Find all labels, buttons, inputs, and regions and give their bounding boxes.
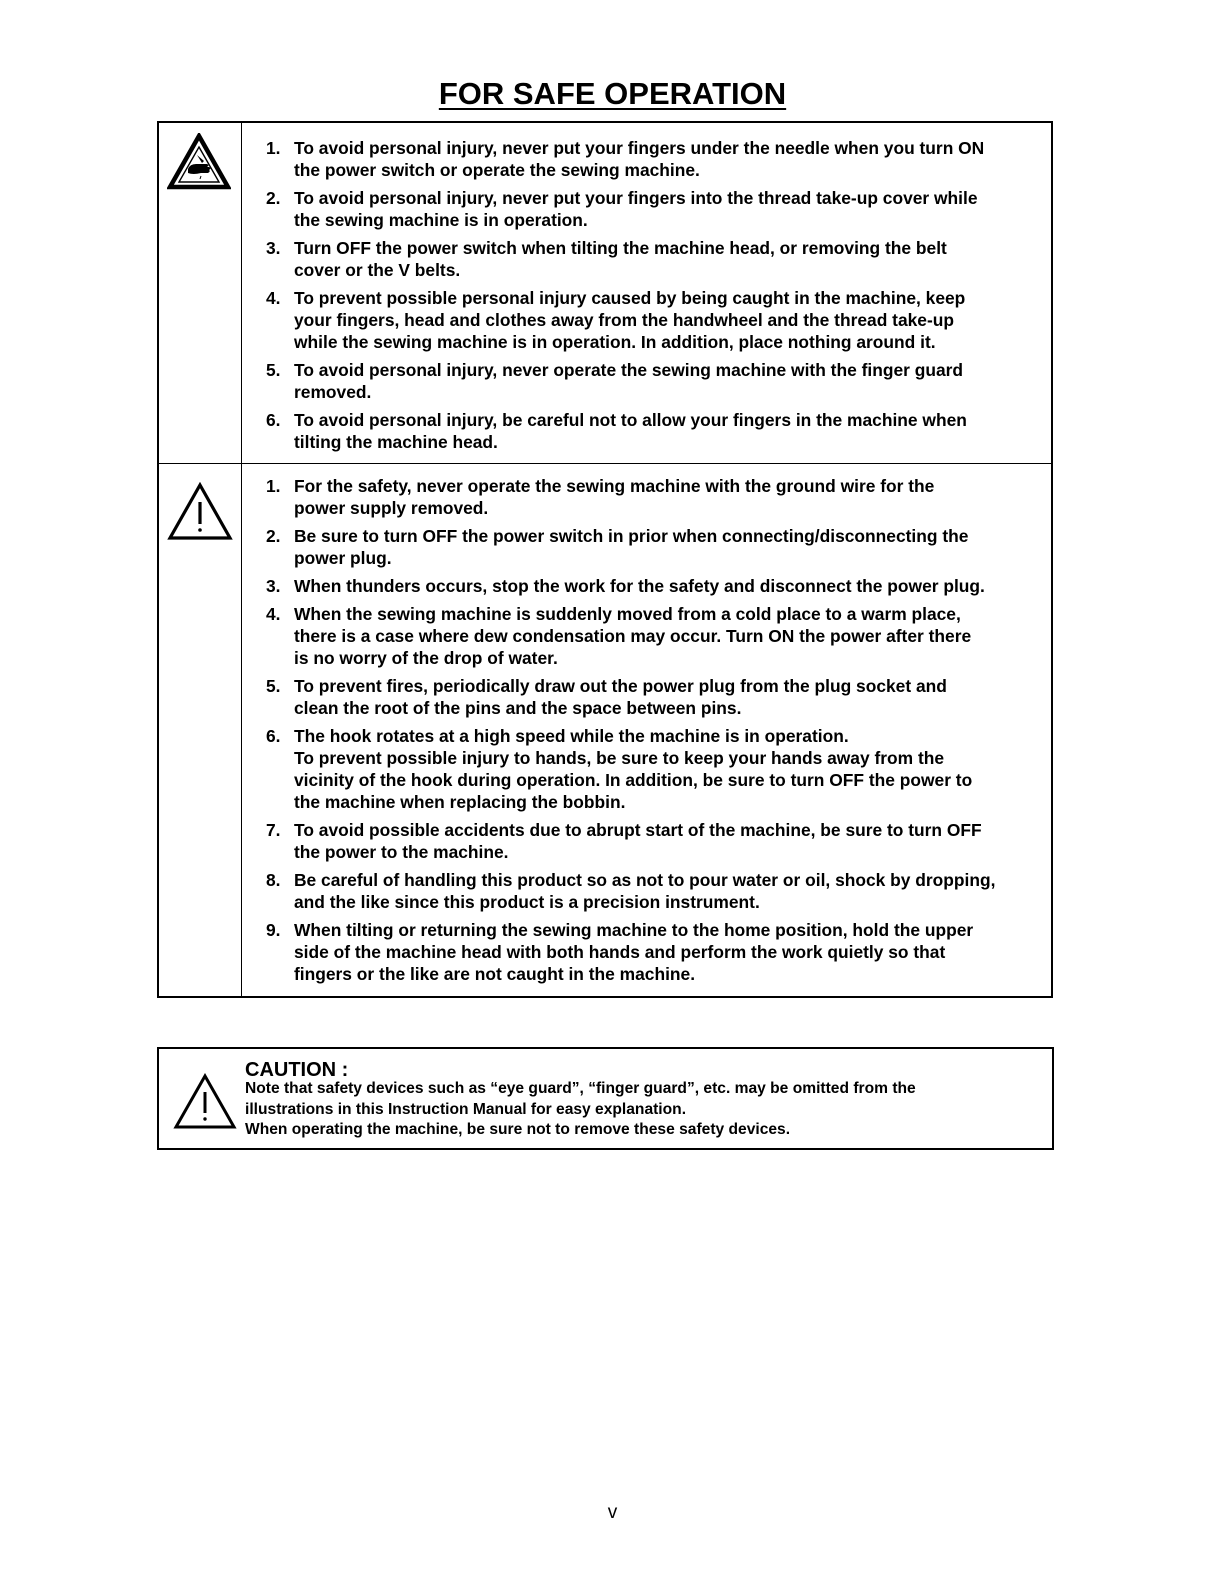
exclamation-warning-icon xyxy=(173,1073,237,1131)
caution-text: Note that safety devices such as “eye guard”, “finger guard”, etc. may be omitted from the illustrations in this Instruction Manual for easy explanation. When operating the machine, be sure not to remove these safety devices. xyxy=(245,1080,916,1139)
caution-box xyxy=(157,1047,1054,1150)
list-item: 9. When tilting or returning the sewing machine to the home position, hold the upper side of the machine head with both hands and perform the work quietly so that fingers or the like are not caught in the machine. xyxy=(266,919,1051,985)
list-item-text: Be careful of handling this product so as not to pour water or oil, shock by dropping, and the like since this product is a precision instrument. xyxy=(294,870,996,912)
page-title: FOR SAFE OPERATION xyxy=(438,76,787,111)
list-item-text: To prevent possible personal injury caused by being caught in the machine, keep your fingers, head and clothes away from the handwheel and the thread take-up while the sewing machine is in operation. In addition, place nothing around it. xyxy=(294,288,966,352)
list-item-text: To avoid personal injury, be careful not to allow your fingers in the machine when tilting the machine head. xyxy=(294,410,967,452)
safety-instructions-table xyxy=(157,121,1053,998)
exclamation-warning-icon xyxy=(167,482,233,542)
list-item: 1. For the safety, never operate the sewing machine with the ground wire for the power supply removed. xyxy=(266,475,1051,519)
list-item: 3. Turn OFF the power switch when tilting the machine head, or removing the belt cover or the V belts. xyxy=(266,237,1051,281)
list-item-text: Be sure to turn OFF the power switch in prior when connecting/disconnecting the power plug. xyxy=(294,526,969,568)
hand-injury-warning-icon xyxy=(167,133,231,191)
list-item-text: For the safety, never operate the sewing machine with the ground wire for the power supply removed. xyxy=(294,476,935,518)
list-item: 8. Be careful of handling this product so as not to pour water or oil, shock by dropping, and the like since this product is a precision instrument. xyxy=(266,869,1051,913)
list-item-text: When the sewing machine is suddenly moved from a cold place to a warm place, there is a case where dew condensation may occur. Turn ON the power after there is no worry of the drop of water. xyxy=(294,604,972,668)
page-number: v xyxy=(607,1502,618,1523)
general-safety-list xyxy=(266,475,1051,991)
list-item: 4. To prevent possible personal injury caused by being caught in the machine, keep your fingers, head and clothes away from the handwheel and the thread take-up while the sewing machine is in operation. In addition, place nothing around it. xyxy=(266,287,1051,353)
general-safety-section xyxy=(159,464,1051,998)
list-item: 2. Be sure to turn OFF the power switch in prior when connecting/disconnecting the power plug. xyxy=(266,525,1051,569)
list-item-text: Turn OFF the power switch when tilting the machine head, or removing the belt cover or the V belts. xyxy=(294,238,947,280)
list-item: 1. To avoid personal injury, never put your fingers under the needle when you turn ON the power switch or operate the sewing machine. xyxy=(266,137,1051,181)
list-item: 5. To prevent fires, periodically draw out the power plug from the plug socket and clean the root of the pins and the space between pins. xyxy=(266,675,1051,719)
icon-cell xyxy=(159,123,242,463)
list-item-text: To avoid personal injury, never operate the sewing machine with the finger guard removed. xyxy=(294,360,964,402)
list-item: 4. When the sewing machine is suddenly moved from a cold place to a warm place, there is a case where dew condensation may occur. Turn ON the power after there is no worry of the drop of water. xyxy=(266,603,1051,669)
list-item-text: To prevent fires, periodically draw out the power plug from the plug socket and clean the root of the pins and the space between pins. xyxy=(294,676,947,718)
list-item: 5. To avoid personal injury, never operate the sewing machine with the finger guard removed. xyxy=(266,359,1051,403)
list-item-text: When thunders occurs, stop the work for the safety and disconnect the power plug. xyxy=(294,576,985,596)
list-item: 6. The hook rotates at a high speed while the machine is in operation. To prevent possible injury to hands, be sure to keep your hands away from the vicinity of the hook during operation. In addition, be sure to turn OFF the power to the machine when replacing the bobbin. xyxy=(266,725,1051,813)
icon-cell xyxy=(159,464,242,998)
list-item-text: To avoid possible accidents due to abrupt start of the machine, be sure to turn OFF the power to the machine. xyxy=(294,820,982,862)
caution-heading: CAUTION : xyxy=(245,1059,349,1081)
list-item: 3. When thunders occurs, stop the work for the safety and disconnect the power plug. xyxy=(266,575,1051,597)
list-item-text: When tilting or returning the sewing machine to the home position, hold the upper side of the machine head with both hands and perform the work quietly so that fingers or the like are not caught in the machine. xyxy=(294,920,974,984)
list-item-text: To avoid personal injury, never put your fingers into the thread take-up cover while the sewing machine is in operation. xyxy=(294,188,978,230)
hand-injury-list xyxy=(266,137,1051,459)
list-item-text: To avoid personal injury, never put your fingers under the needle when you turn ON the power switch or operate the sewing machine. xyxy=(294,138,985,180)
list-item: 6. To avoid personal injury, be careful not to allow your fingers in the machine when tilting the machine head. xyxy=(266,409,1051,453)
hand-injury-section xyxy=(159,123,1051,464)
list-item: 2. To avoid personal injury, never put your fingers into the thread take-up cover while the sewing machine is in operation. xyxy=(266,187,1051,231)
list-item: 7. To avoid possible accidents due to abrupt start of the machine, be sure to turn OFF the power to the machine. xyxy=(266,819,1051,863)
list-item-text: The hook rotates at a high speed while the machine is in operation. To prevent possible injury to hands, be sure to keep your hands away from the vicinity of the hook during operation. In addition, be sure to turn OFF the power to the machine when replacing the bobbin. xyxy=(294,726,973,812)
